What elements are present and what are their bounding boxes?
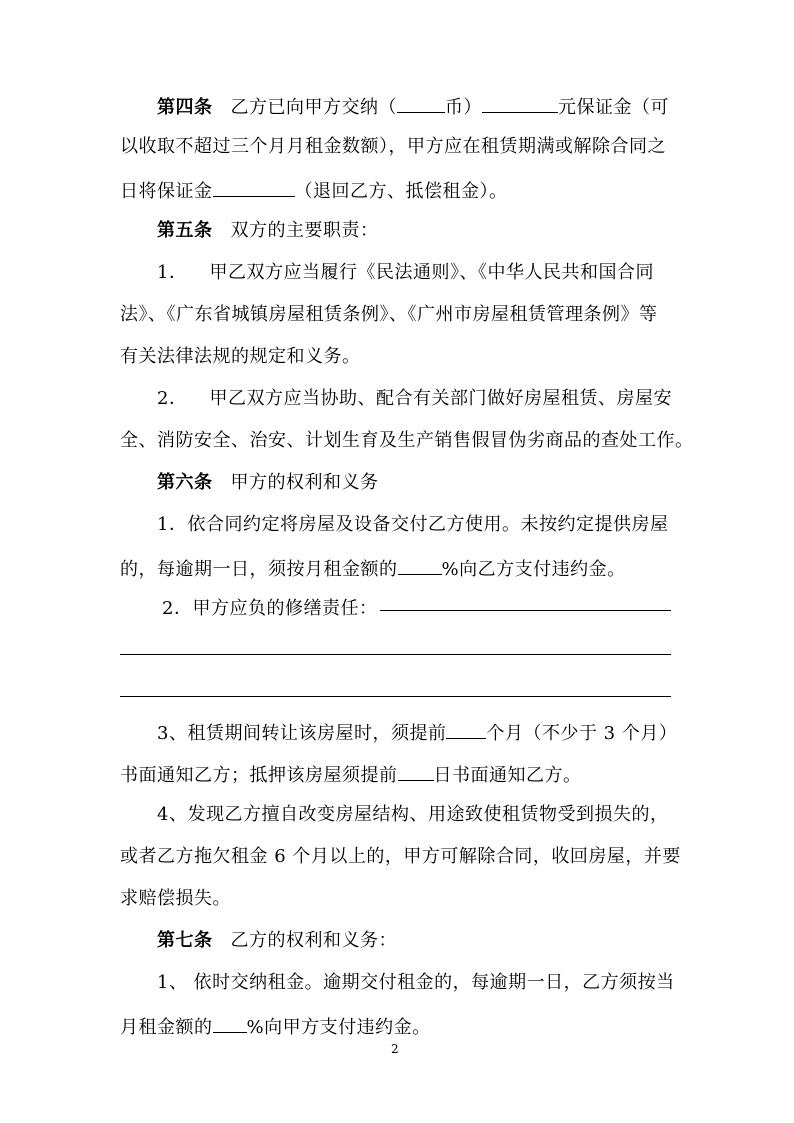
notice-months-blank xyxy=(446,721,486,739)
mortgage-notice-days-blank xyxy=(398,763,434,781)
deposit-handling-blank xyxy=(213,179,295,197)
article-6-heading-line: 第六条 甲方的权利和义务 xyxy=(157,472,379,493)
penalty-rate-blank xyxy=(398,557,442,575)
article-7-heading-line: 第七条 乙方的权利和义务： xyxy=(157,930,397,951)
article-6-item-1-line-1: 1．依合同约定将房屋及设备交付乙方使用。未按约定提供房屋 xyxy=(157,514,669,535)
article-4-heading: 第四条 xyxy=(157,97,213,118)
article-5-item-1-line-2: 法》、《广东省城镇房屋租赁条例》、《广州市房屋租赁管理条例》等 xyxy=(120,304,658,325)
currency-blank xyxy=(397,95,445,113)
article-5-item-2-line-1: 2． 甲乙双方应当协助、配合有关部门做好房屋租赁、房屋安 xyxy=(157,388,672,409)
article-5-heading-line: 第五条 双方的主要职责： xyxy=(157,220,379,241)
article-4-line-2: 以收取不超过三个月月租金数额），甲方应在租赁期满或解除合同之 xyxy=(120,136,666,157)
article-5-heading: 第五条 xyxy=(157,220,213,241)
article-7-item-1-line-1: 1、 依时交纳租金。逾期交付租金的，每逾期一日，乙方须按当 xyxy=(157,972,675,993)
deposit-amount-blank xyxy=(482,95,558,113)
article-6-item-4-line-1: 4、发现乙方擅自改变房屋结构、用途致使租赁物受到损失的， xyxy=(157,804,669,825)
article-5-item-2-line-2: 全、消防安全、治安、计划生育及生产销售假冒伪劣商品的查处工作。 xyxy=(120,430,694,451)
repair-responsibility-blank-1 xyxy=(380,610,671,611)
article-6-heading: 第六条 xyxy=(157,472,213,493)
article-6-item-2: 2．甲方应负的修缮责任： xyxy=(162,598,378,619)
page-number: 2 xyxy=(391,1042,399,1056)
article-5-item-1-line-3: 有关法律法规的规定和义务。 xyxy=(120,346,361,367)
repair-responsibility-blank-2 xyxy=(120,654,671,655)
article-7-heading: 第七条 xyxy=(157,930,213,951)
article-4-line-3: 日将保证金 （退回乙方、抵偿租金）。 xyxy=(120,181,508,202)
article-6-item-4-line-3: 求赔偿损失。 xyxy=(120,888,231,909)
article-6-item-3-line-2: 书面通知乙方；抵押该房屋须提前 日书面通知乙方。 xyxy=(120,765,582,786)
article-5-item-1-line-1: 1． 甲乙双方应当履行《民法通则》、《中华人民共和国合同 xyxy=(157,262,654,283)
article-6-item-4-line-2: 或者乙方拖欠租金 6 个月以上的，甲方可解除合同，收回房屋，并要 xyxy=(120,846,681,867)
article-6-item-3-line-1: 3、租赁期间转让该房屋时，须提前 个月（不少于 3 个月） xyxy=(157,723,678,744)
late-rent-penalty-blank xyxy=(213,1015,247,1033)
article-6-item-1-line-2: 的，每逾期一日，须按月租金额的 %向乙方支付违约金。 xyxy=(120,559,626,580)
article-4-line-1: 第四条 乙方已向甲方交纳（ 币） 元保证金（可 xyxy=(157,97,669,118)
article-7-item-1-line-2: 月租金额的 %向甲方支付违约金。 xyxy=(120,1017,431,1038)
repair-responsibility-blank-3 xyxy=(120,696,671,697)
